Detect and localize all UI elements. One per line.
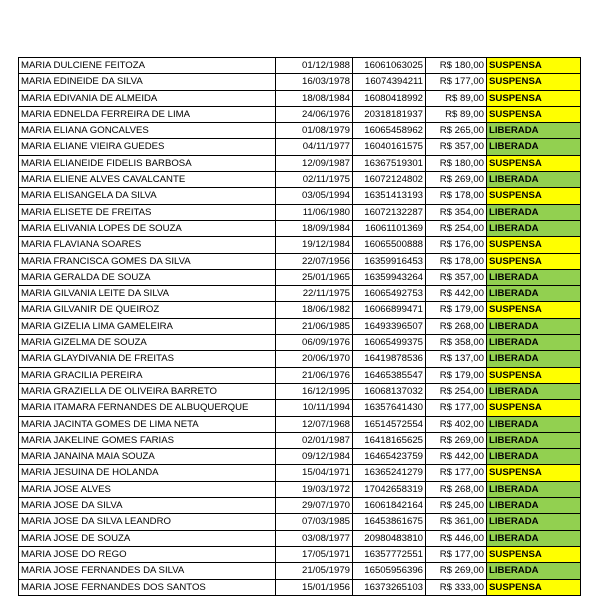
birth-date-cell: 02/01/1987	[276, 432, 353, 448]
birth-date-cell: 16/12/1995	[276, 383, 353, 399]
table-row	[19, 269, 581, 285]
status-cell: SUSPENSA	[487, 579, 581, 595]
id-number-cell: 16066899471	[353, 302, 426, 318]
name-cell: MARIA JOSE DA SILVA LEANDRO	[19, 514, 276, 530]
amount-cell: R$ 254,00	[426, 383, 487, 399]
birth-date-cell: 04/11/1977	[276, 139, 353, 155]
table-row	[19, 416, 581, 432]
status-cell: SUSPENSA	[487, 546, 581, 562]
amount-cell: R$ 177,00	[426, 465, 487, 481]
name-cell: MARIA JACINTA GOMES DE LIMA NETA	[19, 416, 276, 432]
table-row	[19, 530, 581, 546]
status-cell: SUSPENSA	[487, 237, 581, 253]
id-number-cell: 16357641430	[353, 400, 426, 416]
birth-date-cell: 22/11/1975	[276, 286, 353, 302]
amount-cell: R$ 333,00	[426, 579, 487, 595]
name-cell: MARIA GIZELMA DE SOUZA	[19, 335, 276, 351]
status-cell: SUSPENSA	[487, 302, 581, 318]
amount-cell: R$ 177,00	[426, 546, 487, 562]
id-number-cell: 16465385547	[353, 367, 426, 383]
name-cell: MARIA GIZELIA LIMA GAMELEIRA	[19, 318, 276, 334]
table-row	[19, 318, 581, 334]
status-cell: LIBERADA	[487, 204, 581, 220]
table-row	[19, 498, 581, 514]
name-cell: MARIA ELISETE DE FREITAS	[19, 204, 276, 220]
name-cell: MARIA GILVANIA LEITE DA SILVA	[19, 286, 276, 302]
name-cell: MARIA ELIANE VIEIRA GUEDES	[19, 139, 276, 155]
status-cell: LIBERADA	[487, 318, 581, 334]
amount-cell: R$ 446,00	[426, 530, 487, 546]
id-number-cell: 17042658319	[353, 481, 426, 497]
table-row	[19, 400, 581, 416]
table-row	[19, 188, 581, 204]
id-number-cell: 20318181937	[353, 106, 426, 122]
status-cell: LIBERADA	[487, 335, 581, 351]
id-number-cell: 16465423759	[353, 449, 426, 465]
status-cell: LIBERADA	[487, 498, 581, 514]
amount-cell: R$ 179,00	[426, 367, 487, 383]
status-cell: LIBERADA	[487, 123, 581, 139]
id-number-cell: 16365241279	[353, 465, 426, 481]
amount-cell: R$ 178,00	[426, 188, 487, 204]
birth-date-cell: 06/09/1976	[276, 335, 353, 351]
table-row	[19, 449, 581, 465]
id-number-cell: 16359943264	[353, 269, 426, 285]
id-number-cell: 16074394211	[353, 74, 426, 90]
id-number-cell: 16505956396	[353, 563, 426, 579]
amount-cell: R$ 268,00	[426, 318, 487, 334]
table-row	[19, 237, 581, 253]
id-number-cell: 20980483810	[353, 530, 426, 546]
status-cell: SUSPENSA	[487, 155, 581, 171]
table-row	[19, 286, 581, 302]
table-row	[19, 172, 581, 188]
name-cell: MARIA ELIANEIDE FIDELIS BARBOSA	[19, 155, 276, 171]
amount-cell: R$ 442,00	[426, 449, 487, 465]
birth-date-cell: 21/06/1985	[276, 318, 353, 334]
id-number-cell: 16065499375	[353, 335, 426, 351]
amount-cell: R$ 180,00	[426, 155, 487, 171]
birth-date-cell: 17/05/1971	[276, 546, 353, 562]
status-cell: LIBERADA	[487, 416, 581, 432]
id-number-cell: 16514572554	[353, 416, 426, 432]
status-cell: SUSPENSA	[487, 90, 581, 106]
status-cell: LIBERADA	[487, 481, 581, 497]
id-number-cell: 16418165625	[353, 432, 426, 448]
name-cell: MARIA JOSE FERNANDES DA SILVA	[19, 563, 276, 579]
amount-cell: R$ 361,00	[426, 514, 487, 530]
amount-cell: R$ 89,00	[426, 90, 487, 106]
id-number-cell: 16065458962	[353, 123, 426, 139]
birth-date-cell: 02/11/1975	[276, 172, 353, 188]
table-row	[19, 220, 581, 236]
table-row	[19, 123, 581, 139]
table-row	[19, 74, 581, 90]
status-cell: LIBERADA	[487, 220, 581, 236]
name-cell: MARIA GILVANIR DE QUEIROZ	[19, 302, 276, 318]
id-number-cell: 16359916453	[353, 253, 426, 269]
status-cell: SUSPENSA	[487, 253, 581, 269]
name-cell: MARIA JOSE DO REGO	[19, 546, 276, 562]
birth-date-cell: 20/06/1970	[276, 351, 353, 367]
birth-date-cell: 01/08/1979	[276, 123, 353, 139]
amount-cell: R$ 442,00	[426, 286, 487, 302]
amount-cell: R$ 402,00	[426, 416, 487, 432]
birth-date-cell: 19/12/1984	[276, 237, 353, 253]
table-row	[19, 351, 581, 367]
table-row	[19, 155, 581, 171]
name-cell: MARIA ELIANA GONCALVES	[19, 123, 276, 139]
name-cell: MARIA JESUINA DE HOLANDA	[19, 465, 276, 481]
table-row	[19, 432, 581, 448]
id-number-cell: 16493396507	[353, 318, 426, 334]
birth-date-cell: 22/07/1956	[276, 253, 353, 269]
status-cell: SUSPENSA	[487, 465, 581, 481]
amount-cell: R$ 354,00	[426, 204, 487, 220]
amount-cell: R$ 176,00	[426, 237, 487, 253]
amount-cell: R$ 178,00	[426, 253, 487, 269]
id-number-cell: 16357772551	[353, 546, 426, 562]
status-cell: SUSPENSA	[487, 400, 581, 416]
birth-date-cell: 25/01/1965	[276, 269, 353, 285]
id-number-cell: 16061842164	[353, 498, 426, 514]
id-number-cell: 16065500888	[353, 237, 426, 253]
name-cell: MARIA JAKELINE GOMES FARIAS	[19, 432, 276, 448]
table-row	[19, 546, 581, 562]
table-row	[19, 58, 581, 74]
amount-cell: R$ 269,00	[426, 563, 487, 579]
name-cell: MARIA JOSE ALVES	[19, 481, 276, 497]
birth-date-cell: 24/06/1976	[276, 106, 353, 122]
amount-cell: R$ 357,00	[426, 139, 487, 155]
name-cell: MARIA GLAYDIVANIA DE FREITAS	[19, 351, 276, 367]
id-number-cell: 16373265103	[353, 579, 426, 595]
birth-date-cell: 11/06/1980	[276, 204, 353, 220]
name-cell: MARIA JANAINA MAIA SOUZA	[19, 449, 276, 465]
birth-date-cell: 29/07/1970	[276, 498, 353, 514]
id-number-cell: 16367519301	[353, 155, 426, 171]
name-cell: MARIA DULCIENE FEITOZA	[19, 58, 276, 74]
status-cell: SUSPENSA	[487, 367, 581, 383]
birth-date-cell: 09/12/1984	[276, 449, 353, 465]
amount-cell: R$ 269,00	[426, 172, 487, 188]
amount-cell: R$ 357,00	[426, 269, 487, 285]
name-cell: MARIA GRACILIA PEREIRA	[19, 367, 276, 383]
birth-date-cell: 19/03/1972	[276, 481, 353, 497]
status-cell: LIBERADA	[487, 563, 581, 579]
birth-date-cell: 16/03/1978	[276, 74, 353, 90]
table-row	[19, 90, 581, 106]
amount-cell: R$ 177,00	[426, 74, 487, 90]
birth-date-cell: 10/11/1994	[276, 400, 353, 416]
table-row	[19, 106, 581, 122]
status-cell: LIBERADA	[487, 172, 581, 188]
name-cell: MARIA GERALDA DE SOUZA	[19, 269, 276, 285]
birth-date-cell: 12/09/1987	[276, 155, 353, 171]
birth-date-cell: 18/09/1984	[276, 220, 353, 236]
birth-date-cell: 07/03/1985	[276, 514, 353, 530]
table-row	[19, 367, 581, 383]
amount-cell: R$ 137,00	[426, 351, 487, 367]
id-number-cell: 16351413193	[353, 188, 426, 204]
birth-date-cell: 12/07/1968	[276, 416, 353, 432]
status-cell: LIBERADA	[487, 139, 581, 155]
status-cell: SUSPENSA	[487, 106, 581, 122]
amount-cell: R$ 268,00	[426, 481, 487, 497]
birth-date-cell: 15/04/1971	[276, 465, 353, 481]
amount-cell: R$ 89,00	[426, 106, 487, 122]
id-number-cell: 16061063025	[353, 58, 426, 74]
amount-cell: R$ 245,00	[426, 498, 487, 514]
birth-date-cell: 21/06/1976	[276, 367, 353, 383]
id-number-cell: 16068137032	[353, 383, 426, 399]
name-cell: MARIA JOSE DE SOUZA	[19, 530, 276, 546]
table-row	[19, 204, 581, 220]
status-cell: SUSPENSA	[487, 74, 581, 90]
name-cell: MARIA JOSE FERNANDES DOS SANTOS	[19, 579, 276, 595]
amount-cell: R$ 265,00	[426, 123, 487, 139]
id-number-cell: 16072124802	[353, 172, 426, 188]
amount-cell: R$ 358,00	[426, 335, 487, 351]
table-row	[19, 481, 581, 497]
name-cell: MARIA ITAMARA FERNANDES DE ALBUQUERQUE	[19, 400, 276, 416]
status-cell: LIBERADA	[487, 286, 581, 302]
name-cell: MARIA ELIENE ALVES CAVALCANTE	[19, 172, 276, 188]
amount-cell: R$ 180,00	[426, 58, 487, 74]
amount-cell: R$ 254,00	[426, 220, 487, 236]
table-row	[19, 139, 581, 155]
status-cell: LIBERADA	[487, 432, 581, 448]
id-number-cell: 16040161575	[353, 139, 426, 155]
table-row	[19, 465, 581, 481]
status-cell: SUSPENSA	[487, 58, 581, 74]
amount-cell: R$ 179,00	[426, 302, 487, 318]
amount-cell: R$ 269,00	[426, 432, 487, 448]
birth-date-cell: 01/12/1988	[276, 58, 353, 74]
name-cell: MARIA EDNELDA FERREIRA DE LIMA	[19, 106, 276, 122]
name-cell: MARIA ELIVANIA LOPES DE SOUZA	[19, 220, 276, 236]
beneficiary-table	[18, 57, 581, 596]
status-cell: LIBERADA	[487, 269, 581, 285]
birth-date-cell: 21/05/1979	[276, 563, 353, 579]
table-row	[19, 383, 581, 399]
status-cell: LIBERADA	[487, 449, 581, 465]
status-cell: LIBERADA	[487, 530, 581, 546]
birth-date-cell: 18/06/1982	[276, 302, 353, 318]
birth-date-cell: 03/08/1977	[276, 530, 353, 546]
amount-cell: R$ 177,00	[426, 400, 487, 416]
table-row	[19, 335, 581, 351]
status-cell: LIBERADA	[487, 383, 581, 399]
birth-date-cell: 18/08/1984	[276, 90, 353, 106]
status-cell: SUSPENSA	[487, 188, 581, 204]
table-body	[19, 58, 581, 596]
birth-date-cell: 03/05/1994	[276, 188, 353, 204]
table-row	[19, 579, 581, 595]
table-row	[19, 302, 581, 318]
table-row	[19, 253, 581, 269]
name-cell: MARIA EDIVANIA DE ALMEIDA	[19, 90, 276, 106]
name-cell: MARIA GRAZIELLA DE OLIVEIRA BARRETO	[19, 383, 276, 399]
id-number-cell: 16419878536	[353, 351, 426, 367]
id-number-cell: 16453861675	[353, 514, 426, 530]
id-number-cell: 16061101369	[353, 220, 426, 236]
name-cell: MARIA FLAVIANA SOARES	[19, 237, 276, 253]
id-number-cell: 16065492753	[353, 286, 426, 302]
status-cell: LIBERADA	[487, 351, 581, 367]
table-row	[19, 563, 581, 579]
status-cell: LIBERADA	[487, 514, 581, 530]
name-cell: MARIA ELISANGELA DA SILVA	[19, 188, 276, 204]
name-cell: MARIA FRANCISCA GOMES DA SILVA	[19, 253, 276, 269]
id-number-cell: 16072132287	[353, 204, 426, 220]
id-number-cell: 16080418992	[353, 90, 426, 106]
table-row	[19, 514, 581, 530]
name-cell: MARIA EDINEIDE DA SILVA	[19, 74, 276, 90]
name-cell: MARIA JOSE DA SILVA	[19, 498, 276, 514]
birth-date-cell: 15/01/1956	[276, 579, 353, 595]
